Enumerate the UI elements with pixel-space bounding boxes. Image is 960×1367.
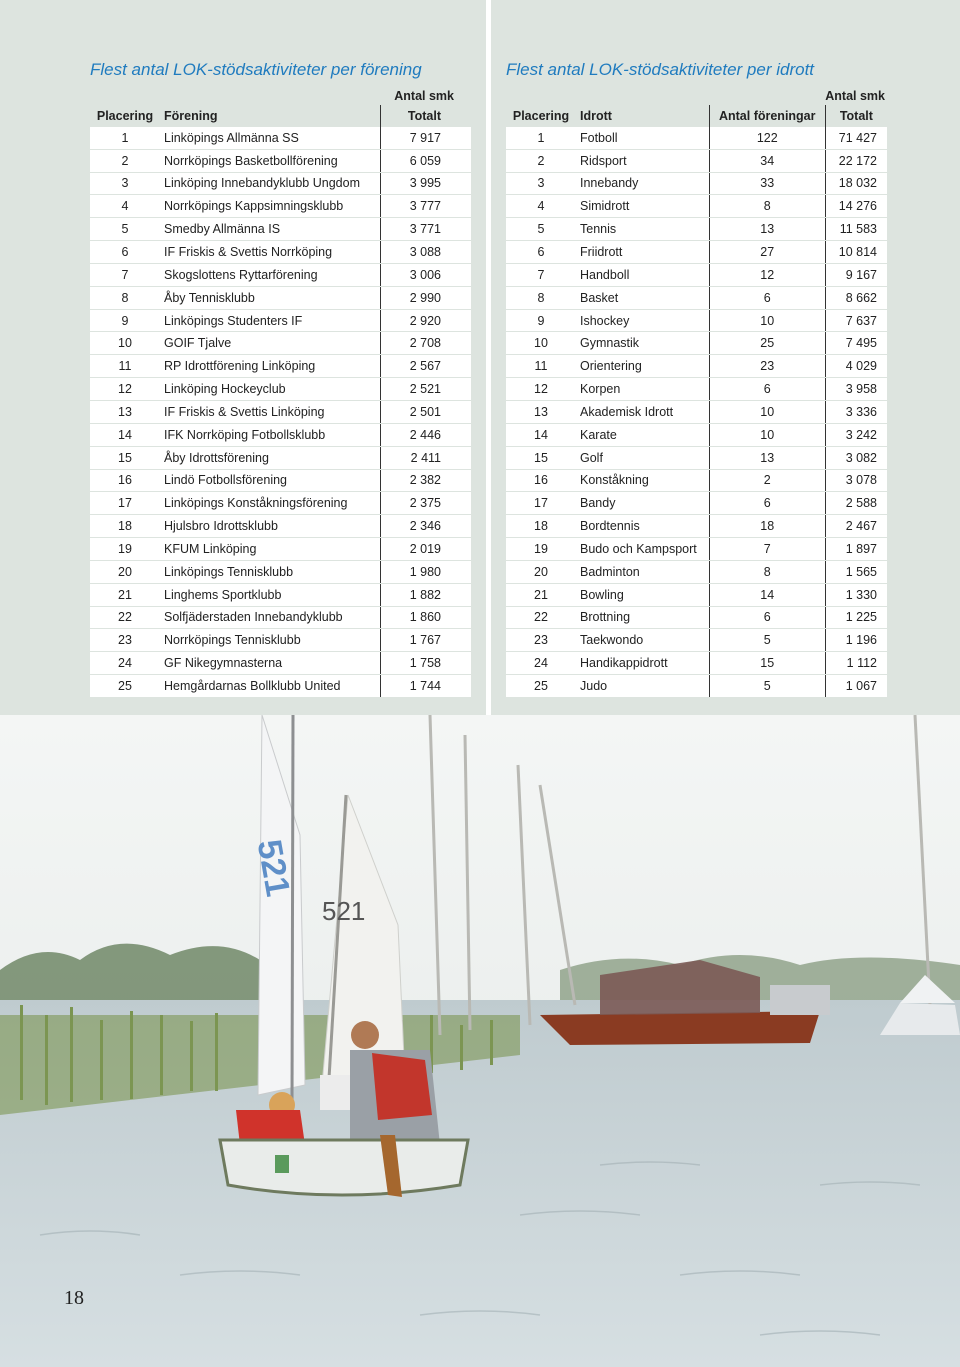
- club-name-cell: Norrköpings Kappsimningsklubb: [160, 195, 381, 218]
- club-name-cell: Åby Tennisklubb: [160, 286, 381, 309]
- table-row: [506, 195, 887, 218]
- club-name-cell: RP Idrottförening Linköping: [160, 355, 381, 378]
- total-cell: 1 860: [381, 606, 472, 629]
- column-divider: [486, 0, 491, 715]
- club-count-cell: 7: [709, 538, 825, 561]
- club-name-cell: Linköpings Konståkningsförening: [160, 492, 381, 515]
- sailing-photo: [0, 715, 960, 1367]
- table-row: [506, 560, 887, 583]
- rank-cell: 19: [506, 538, 576, 561]
- sport-name-cell: Simidrott: [576, 195, 709, 218]
- rank-cell: 10: [506, 332, 576, 355]
- rank-cell: 5: [506, 218, 576, 241]
- rank-cell: 7: [506, 263, 576, 286]
- rank-cell: 22: [90, 606, 160, 629]
- table-row: [506, 286, 887, 309]
- club-count-cell: 15: [709, 652, 825, 675]
- table-row: [90, 309, 471, 332]
- placering-header: Placering: [96, 108, 154, 123]
- table-row: [90, 172, 471, 195]
- rank-cell: 17: [90, 492, 160, 515]
- total-cell: 3 336: [825, 400, 887, 423]
- table-row: [506, 400, 887, 423]
- total-cell: 3 771: [381, 218, 472, 241]
- sport-name-cell: Karate: [576, 423, 709, 446]
- rank-cell: 16: [90, 469, 160, 492]
- sport-name-cell: Akademisk Idrott: [576, 400, 709, 423]
- club-count-cell: 6: [709, 378, 825, 401]
- club-count-cell: 27: [709, 241, 825, 264]
- rank-cell: 23: [90, 629, 160, 652]
- rank-cell: 14: [506, 423, 576, 446]
- rank-cell: 9: [506, 309, 576, 332]
- table-row: [90, 492, 471, 515]
- rank-cell: 6: [506, 241, 576, 264]
- page-number: 18: [64, 1287, 84, 1309]
- total-cell: 3 078: [825, 469, 887, 492]
- total-cell: 1 767: [381, 629, 472, 652]
- total-cell: 18 032: [825, 172, 887, 195]
- rank-cell: 20: [90, 560, 160, 583]
- rank-cell: 17: [506, 492, 576, 515]
- total-cell: 10 814: [825, 241, 887, 264]
- club-count-cell: 18: [709, 515, 825, 538]
- sport-name-cell: Handboll: [576, 263, 709, 286]
- total-cell: 2 708: [381, 332, 472, 355]
- total-cell: 11 583: [825, 218, 887, 241]
- table-row: [506, 378, 887, 401]
- club-name-cell: Hjulsbro Idrottsklubb: [160, 515, 381, 538]
- rank-cell: 24: [506, 652, 576, 675]
- club-count-cell: 5: [709, 675, 825, 698]
- total-cell: 2 567: [381, 355, 472, 378]
- total-cell: 1 758: [381, 652, 472, 675]
- club-count-cell: 6: [709, 606, 825, 629]
- total-cell: 4 029: [825, 355, 887, 378]
- club-ranking-table: [90, 87, 471, 698]
- total-cell: 1 067: [825, 675, 887, 698]
- club-name-cell: Linköpings Allmänna SS: [160, 127, 381, 149]
- rank-cell: 8: [90, 286, 160, 309]
- rank-cell: 4: [506, 195, 576, 218]
- total-cell: 2 990: [381, 286, 472, 309]
- club-name-cell: GF Nikegymnasterna: [160, 652, 381, 675]
- rank-cell: 10: [90, 332, 160, 355]
- club-count-cell: 6: [709, 286, 825, 309]
- total-cell: 1 196: [825, 629, 887, 652]
- table-row: [90, 400, 471, 423]
- total-cell: 2 920: [381, 309, 472, 332]
- club-name-cell: IF Friskis & Svettis Linköping: [160, 400, 381, 423]
- table-row: [90, 195, 471, 218]
- club-name-cell: Norrköpings Tennisklubb: [160, 629, 381, 652]
- club-name-cell: Linköpings Studenters IF: [160, 309, 381, 332]
- table-row: [506, 492, 887, 515]
- total-cell: 2 467: [825, 515, 887, 538]
- rank-cell: 8: [506, 286, 576, 309]
- club-name-cell: Hemgårdarnas Bollklubb United: [160, 675, 381, 698]
- club-count-cell: 10: [709, 423, 825, 446]
- idrott-header: Idrott: [580, 108, 612, 123]
- club-count-cell: 12: [709, 263, 825, 286]
- table-row: [90, 606, 471, 629]
- rank-cell: 15: [90, 446, 160, 469]
- total-cell: 2 588: [825, 492, 887, 515]
- rank-cell: 9: [90, 309, 160, 332]
- total-cell: 14 276: [825, 195, 887, 218]
- table-row: [506, 309, 887, 332]
- sport-ranking-title: Flest antal LOK-stödsaktiviteter per idrott: [506, 60, 815, 79]
- club-name-cell: KFUM Linköping: [160, 538, 381, 561]
- table-row: [90, 149, 471, 172]
- table-row: [506, 172, 887, 195]
- forening-header: Förening: [164, 108, 218, 123]
- table-row: [506, 263, 887, 286]
- club-name-cell: Åby Idrottsförening: [160, 446, 381, 469]
- club-count-cell: 14: [709, 583, 825, 606]
- sport-name-cell: Brottning: [576, 606, 709, 629]
- life-vest-back: [372, 1053, 432, 1120]
- antal-foreningar-header: Antal föreningar: [709, 105, 825, 127]
- rank-cell: 3: [90, 172, 160, 195]
- club-name-cell: Skogslottens Ryttarförening: [160, 263, 381, 286]
- total-cell: 1 112: [825, 652, 887, 675]
- table-row: [506, 423, 887, 446]
- sport-name-cell: Fotboll: [576, 127, 709, 149]
- club-name-cell: GOIF Tjalve: [160, 332, 381, 355]
- sport-name-cell: Bandy: [576, 492, 709, 515]
- club-name-cell: IFK Norrköping Fotbollsklubb: [160, 423, 381, 446]
- sport-name-cell: Konståkning: [576, 469, 709, 492]
- table-row: [90, 446, 471, 469]
- totalt-header: Totalt: [825, 105, 887, 127]
- total-cell: 1 744: [381, 675, 472, 698]
- sport-name-cell: Korpen: [576, 378, 709, 401]
- rank-cell: 11: [90, 355, 160, 378]
- club-name-cell: Norrköpings Basketbollförening: [160, 149, 381, 172]
- table-row: [506, 332, 887, 355]
- total-cell: 3 777: [381, 195, 472, 218]
- table-row: [506, 218, 887, 241]
- club-count-cell: 33: [709, 172, 825, 195]
- club-name-cell: Linköping Hockeyclub: [160, 378, 381, 401]
- antal-smk-header: Antal smk: [394, 89, 454, 103]
- table-row: [90, 629, 471, 652]
- table-row: [90, 332, 471, 355]
- table-row: [506, 652, 887, 675]
- total-cell: 3 006: [381, 263, 472, 286]
- total-cell: 7 917: [381, 127, 472, 149]
- rank-cell: 1: [90, 127, 160, 149]
- table-row: [90, 423, 471, 446]
- rank-cell: 21: [90, 583, 160, 606]
- total-cell: 2 019: [381, 538, 472, 561]
- total-cell: 22 172: [825, 149, 887, 172]
- placering-header: Placering: [512, 108, 570, 123]
- table-row: [90, 583, 471, 606]
- sport-name-cell: Tennis: [576, 218, 709, 241]
- club-count-cell: 2: [709, 469, 825, 492]
- total-cell: 1 882: [381, 583, 472, 606]
- sport-name-cell: Golf: [576, 446, 709, 469]
- rank-cell: 24: [90, 652, 160, 675]
- rank-cell: 3: [506, 172, 576, 195]
- total-cell: 71 427: [825, 127, 887, 149]
- total-cell: 1 565: [825, 560, 887, 583]
- total-cell: 1 330: [825, 583, 887, 606]
- club-count-cell: 13: [709, 446, 825, 469]
- table-row: [506, 469, 887, 492]
- table-row: [506, 355, 887, 378]
- table-row: [506, 629, 887, 652]
- total-cell: 1 897: [825, 538, 887, 561]
- total-cell: 2 446: [381, 423, 472, 446]
- rank-cell: 6: [90, 241, 160, 264]
- total-cell: 3 242: [825, 423, 887, 446]
- table-row: [506, 675, 887, 698]
- table-row: [90, 538, 471, 561]
- sport-name-cell: Judo: [576, 675, 709, 698]
- table-row: [506, 127, 887, 149]
- total-cell: 6 059: [381, 149, 472, 172]
- total-cell: 8 662: [825, 286, 887, 309]
- club-name-cell: Solfjäderstaden Innebandyklubb: [160, 606, 381, 629]
- club-name-cell: Linköping Innebandyklubb Ungdom: [160, 172, 381, 195]
- rank-cell: 2: [506, 149, 576, 172]
- sport-name-cell: Ridsport: [576, 149, 709, 172]
- rank-cell: 13: [90, 400, 160, 423]
- sport-name-cell: Handikappidrott: [576, 652, 709, 675]
- club-count-cell: 122: [709, 127, 825, 149]
- sport-name-cell: Friidrott: [576, 241, 709, 264]
- sport-name-cell: Badminton: [576, 560, 709, 583]
- club-count-cell: 34: [709, 149, 825, 172]
- club-count-cell: 6: [709, 492, 825, 515]
- sport-name-cell: Gymnastik: [576, 332, 709, 355]
- sport-name-cell: Bowling: [576, 583, 709, 606]
- club-count-cell: 8: [709, 560, 825, 583]
- table-row: [90, 560, 471, 583]
- antal-smk-header: Antal smk: [825, 89, 885, 103]
- total-cell: 3 995: [381, 172, 472, 195]
- club-name-cell: Lindö Fotbollsförening: [160, 469, 381, 492]
- dinghy-hull: [220, 1140, 468, 1195]
- rank-cell: 12: [506, 378, 576, 401]
- table-row: [90, 241, 471, 264]
- total-cell: 3 082: [825, 446, 887, 469]
- club-count-cell: 5: [709, 629, 825, 652]
- club-name-cell: IF Friskis & Svettis Norrköping: [160, 241, 381, 264]
- table-row: [90, 652, 471, 675]
- total-cell: 7 637: [825, 309, 887, 332]
- total-cell: 3 088: [381, 241, 472, 264]
- total-cell: 1 980: [381, 560, 472, 583]
- total-cell: 2 501: [381, 400, 472, 423]
- rank-cell: 19: [90, 538, 160, 561]
- table-row: [506, 515, 887, 538]
- rank-cell: 25: [506, 675, 576, 698]
- table-row: [90, 378, 471, 401]
- rank-cell: 23: [506, 629, 576, 652]
- total-cell: 2 521: [381, 378, 472, 401]
- sport-ranking-panel: [506, 60, 887, 698]
- club-ranking-title: Flest antal LOK-stödsaktiviteter per förening: [90, 60, 422, 79]
- club-count-cell: 13: [709, 218, 825, 241]
- rank-cell: 12: [90, 378, 160, 401]
- rank-cell: 25: [90, 675, 160, 698]
- rank-cell: 11: [506, 355, 576, 378]
- boat-logo: [275, 1155, 289, 1173]
- table-row: [90, 469, 471, 492]
- table-row: [90, 515, 471, 538]
- rank-cell: 2: [90, 149, 160, 172]
- rank-cell: 22: [506, 606, 576, 629]
- club-count-cell: 10: [709, 400, 825, 423]
- table-row: [506, 583, 887, 606]
- rank-cell: 18: [90, 515, 160, 538]
- club-count-cell: 23: [709, 355, 825, 378]
- total-cell: 2 382: [381, 469, 472, 492]
- rank-cell: 13: [506, 400, 576, 423]
- sport-name-cell: Taekwondo: [576, 629, 709, 652]
- club-name-cell: Linghems Sportklubb: [160, 583, 381, 606]
- club-count-cell: 25: [709, 332, 825, 355]
- club-name-cell: Smedby Allmänna IS: [160, 218, 381, 241]
- front-sail-number: 521: [249, 836, 297, 900]
- table-row: [90, 127, 471, 149]
- sailing-scene: [0, 715, 960, 1367]
- rank-cell: 4: [90, 195, 160, 218]
- sport-ranking-table: [506, 87, 887, 698]
- club-count-cell: 8: [709, 195, 825, 218]
- rank-cell: 14: [90, 423, 160, 446]
- sport-name-cell: Innebandy: [576, 172, 709, 195]
- table-row: [506, 606, 887, 629]
- table-row: [90, 263, 471, 286]
- rank-cell: 21: [506, 583, 576, 606]
- table-row: [90, 286, 471, 309]
- total-cell: 2 346: [381, 515, 472, 538]
- table-row: [90, 675, 471, 698]
- total-cell: 2 375: [381, 492, 472, 515]
- rank-cell: 18: [506, 515, 576, 538]
- totalt-header: Totalt: [381, 105, 472, 127]
- table-row: [90, 355, 471, 378]
- total-cell: 3 958: [825, 378, 887, 401]
- sport-name-cell: Budo och Kampsport: [576, 538, 709, 561]
- rank-cell: 16: [506, 469, 576, 492]
- sport-name-cell: Basket: [576, 286, 709, 309]
- rank-cell: 20: [506, 560, 576, 583]
- total-cell: 1 225: [825, 606, 887, 629]
- rank-cell: 7: [90, 263, 160, 286]
- club-count-cell: 10: [709, 309, 825, 332]
- table-row: [506, 538, 887, 561]
- total-cell: 2 411: [381, 446, 472, 469]
- rank-cell: 1: [506, 127, 576, 149]
- table-row: [506, 149, 887, 172]
- sailor-head-back: [351, 1021, 379, 1049]
- rank-cell: 15: [506, 446, 576, 469]
- sport-name-cell: Ishockey: [576, 309, 709, 332]
- table-row: [506, 446, 887, 469]
- sport-name-cell: Orientering: [576, 355, 709, 378]
- club-name-cell: Linköpings Tennisklubb: [160, 560, 381, 583]
- total-cell: 9 167: [825, 263, 887, 286]
- rank-cell: 5: [90, 218, 160, 241]
- table-row: [90, 218, 471, 241]
- club-ranking-panel: [90, 60, 471, 698]
- sport-name-cell: Bordtennis: [576, 515, 709, 538]
- total-cell: 7 495: [825, 332, 887, 355]
- table-row: [506, 241, 887, 264]
- back-sail-number: 521: [322, 896, 366, 926]
